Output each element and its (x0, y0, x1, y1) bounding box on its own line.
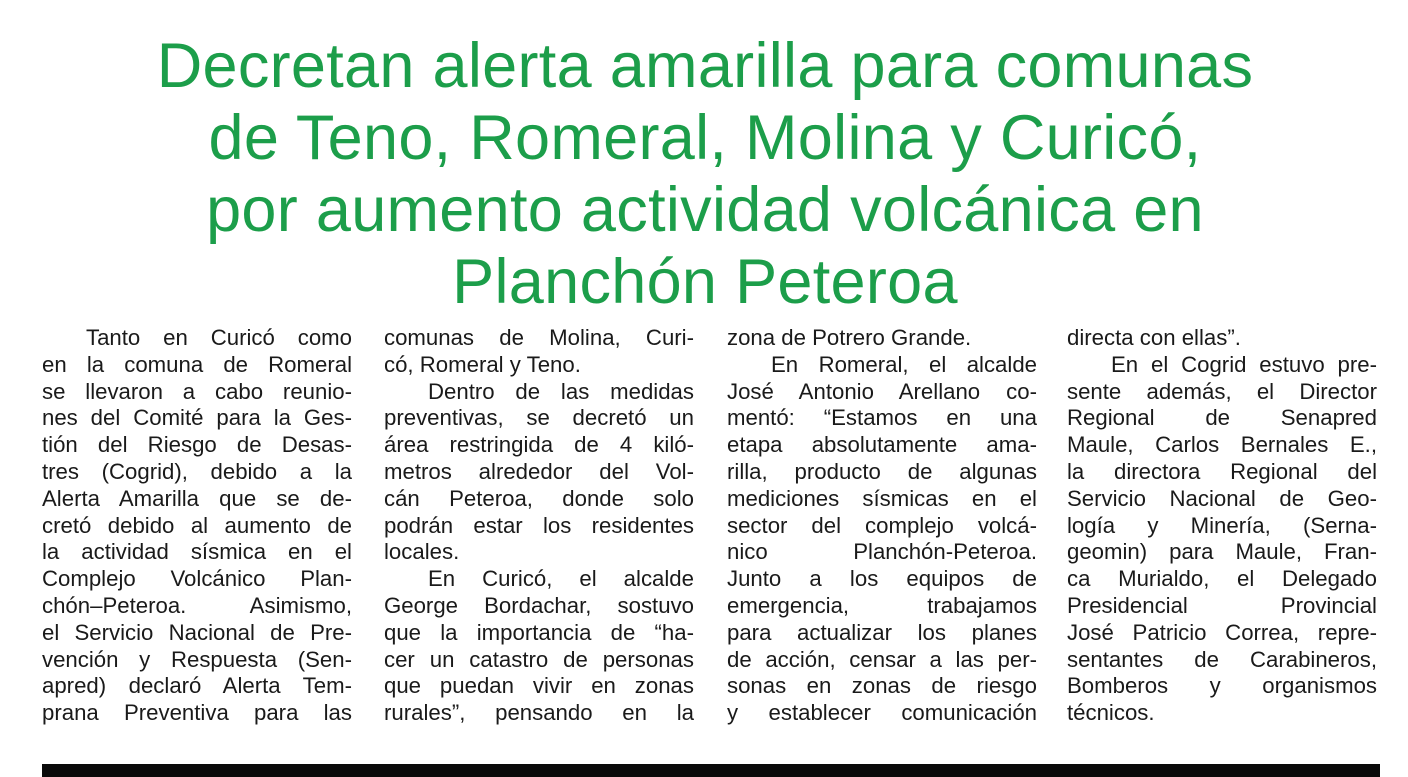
text-line: directa con ellas”. (1067, 325, 1241, 350)
text-line: locales. (384, 539, 460, 565)
text-line: cer un catastro de personas (384, 646, 694, 672)
text-line: nes del Comité para la Ges- (42, 405, 352, 431)
text-line: emergencia, trabajamos (727, 592, 1037, 618)
article-body (42, 325, 1380, 760)
text-line: vención y Respuesta (Sen- (42, 646, 352, 672)
article-column-1 (42, 325, 352, 727)
text-line: técnicos. (1067, 700, 1155, 726)
text-line: Maule, Carlos Bernales E., (1067, 432, 1377, 458)
headline-line: por aumento actividad volcánica en (206, 175, 1204, 245)
text-line: José Patricio Correa, repre- (1067, 619, 1377, 645)
text-line: En Curicó, el alcalde (428, 566, 694, 592)
text-line: el Servicio Nacional de Pre- (42, 619, 352, 645)
text-line: sentantes de Carabineros, (1067, 646, 1377, 672)
text-line: Complejo Volcánico Plan- (42, 566, 352, 592)
text-line: mediciones sísmicas en el (727, 485, 1037, 511)
text-line: George Bordachar, sostuvo (384, 592, 694, 618)
text-line: chón–Peteroa. Asimismo, (42, 592, 352, 618)
text-line: José Antonio Arellano co- (727, 378, 1037, 404)
text-line: la directora Regional del (1067, 458, 1377, 484)
text-line: que la importancia de “ha- (384, 619, 694, 645)
text-line: Dentro de las medidas (428, 378, 694, 404)
text-line: Alerta Amarilla que se de- (42, 485, 352, 511)
text-line: Regional de Senapred (1067, 405, 1377, 431)
text-line: tión del Riesgo de Desas- (42, 432, 352, 458)
text-line: sector del complejo volcá- (727, 512, 1037, 538)
text-line: cretó debido al aumento de (42, 512, 352, 538)
text-line: tres (Cogrid), debido a la (42, 458, 352, 484)
text-line: logía y Minería, (Serna- (1067, 512, 1377, 538)
text-line: ca Murialdo, el Delegado (1067, 566, 1377, 592)
text-line: área restringida de 4 kiló- (384, 432, 694, 458)
text-line: có, Romeral y Teno. (384, 351, 581, 377)
text-line: Servicio Nacional de Geo- (1067, 485, 1377, 511)
text-line: comunas de Molina, Curi- (384, 325, 694, 350)
text-line: la actividad sísmica en el (42, 539, 352, 565)
text-line: metros alrededor del Vol- (384, 458, 694, 484)
text-line: cán Peteroa, donde solo (384, 485, 694, 511)
text-line: en la comuna de Romeral (42, 351, 352, 377)
text-line: Junto a los equipos de (727, 566, 1037, 592)
text-line: para actualizar los planes (727, 619, 1037, 645)
text-line: zona de Potrero Grande. (727, 325, 972, 350)
text-line: En el Cogrid estuvo pre- (1111, 351, 1377, 377)
text-line: podrán estar los residentes (384, 512, 694, 538)
text-line: Bomberos y organismos (1067, 673, 1377, 699)
text-line: Tanto en Curicó como (86, 325, 352, 350)
text-line: apred) declaró Alerta Tem- (42, 673, 352, 699)
article-column-4 (1067, 325, 1377, 727)
text-line: y establecer comunicación (727, 700, 1037, 726)
headline-line: Planchón Peteroa (452, 247, 958, 317)
text-line: preventivas, se decretó un (384, 405, 694, 431)
text-line: mentó: “Estamos en una (727, 405, 1037, 431)
text-line: sente además, el Director (1067, 378, 1377, 404)
headline-line: de Teno, Romeral, Molina y Curicó, (208, 103, 1202, 173)
text-line: se llevaron a cabo reunio- (42, 378, 352, 404)
text-line: etapa absolutamente ama- (727, 432, 1037, 458)
headline-line: Decretan alerta amarilla para comunas (156, 31, 1254, 101)
text-line: sonas en zonas de riesgo (727, 673, 1037, 699)
text-line: Presidencial Provincial (1067, 592, 1377, 618)
text-line: En Romeral, el alcalde (771, 351, 1037, 377)
text-line: geomin) para Maule, Fran- (1067, 539, 1377, 565)
bottom-rule (42, 764, 1380, 777)
article-column-3 (727, 325, 1037, 727)
text-line: nico Planchón-Peteroa. (727, 539, 1037, 565)
text-line: prana Preventiva para las (42, 700, 352, 726)
article-column-2 (384, 325, 694, 727)
text-line: que puedan vivir en zonas (384, 673, 694, 699)
text-line: rurales”, pensando en la (384, 700, 694, 726)
text-line: rilla, producto de algunas (727, 458, 1037, 484)
headline (40, 30, 1370, 318)
text-line: de acción, censar a las per- (727, 646, 1037, 672)
